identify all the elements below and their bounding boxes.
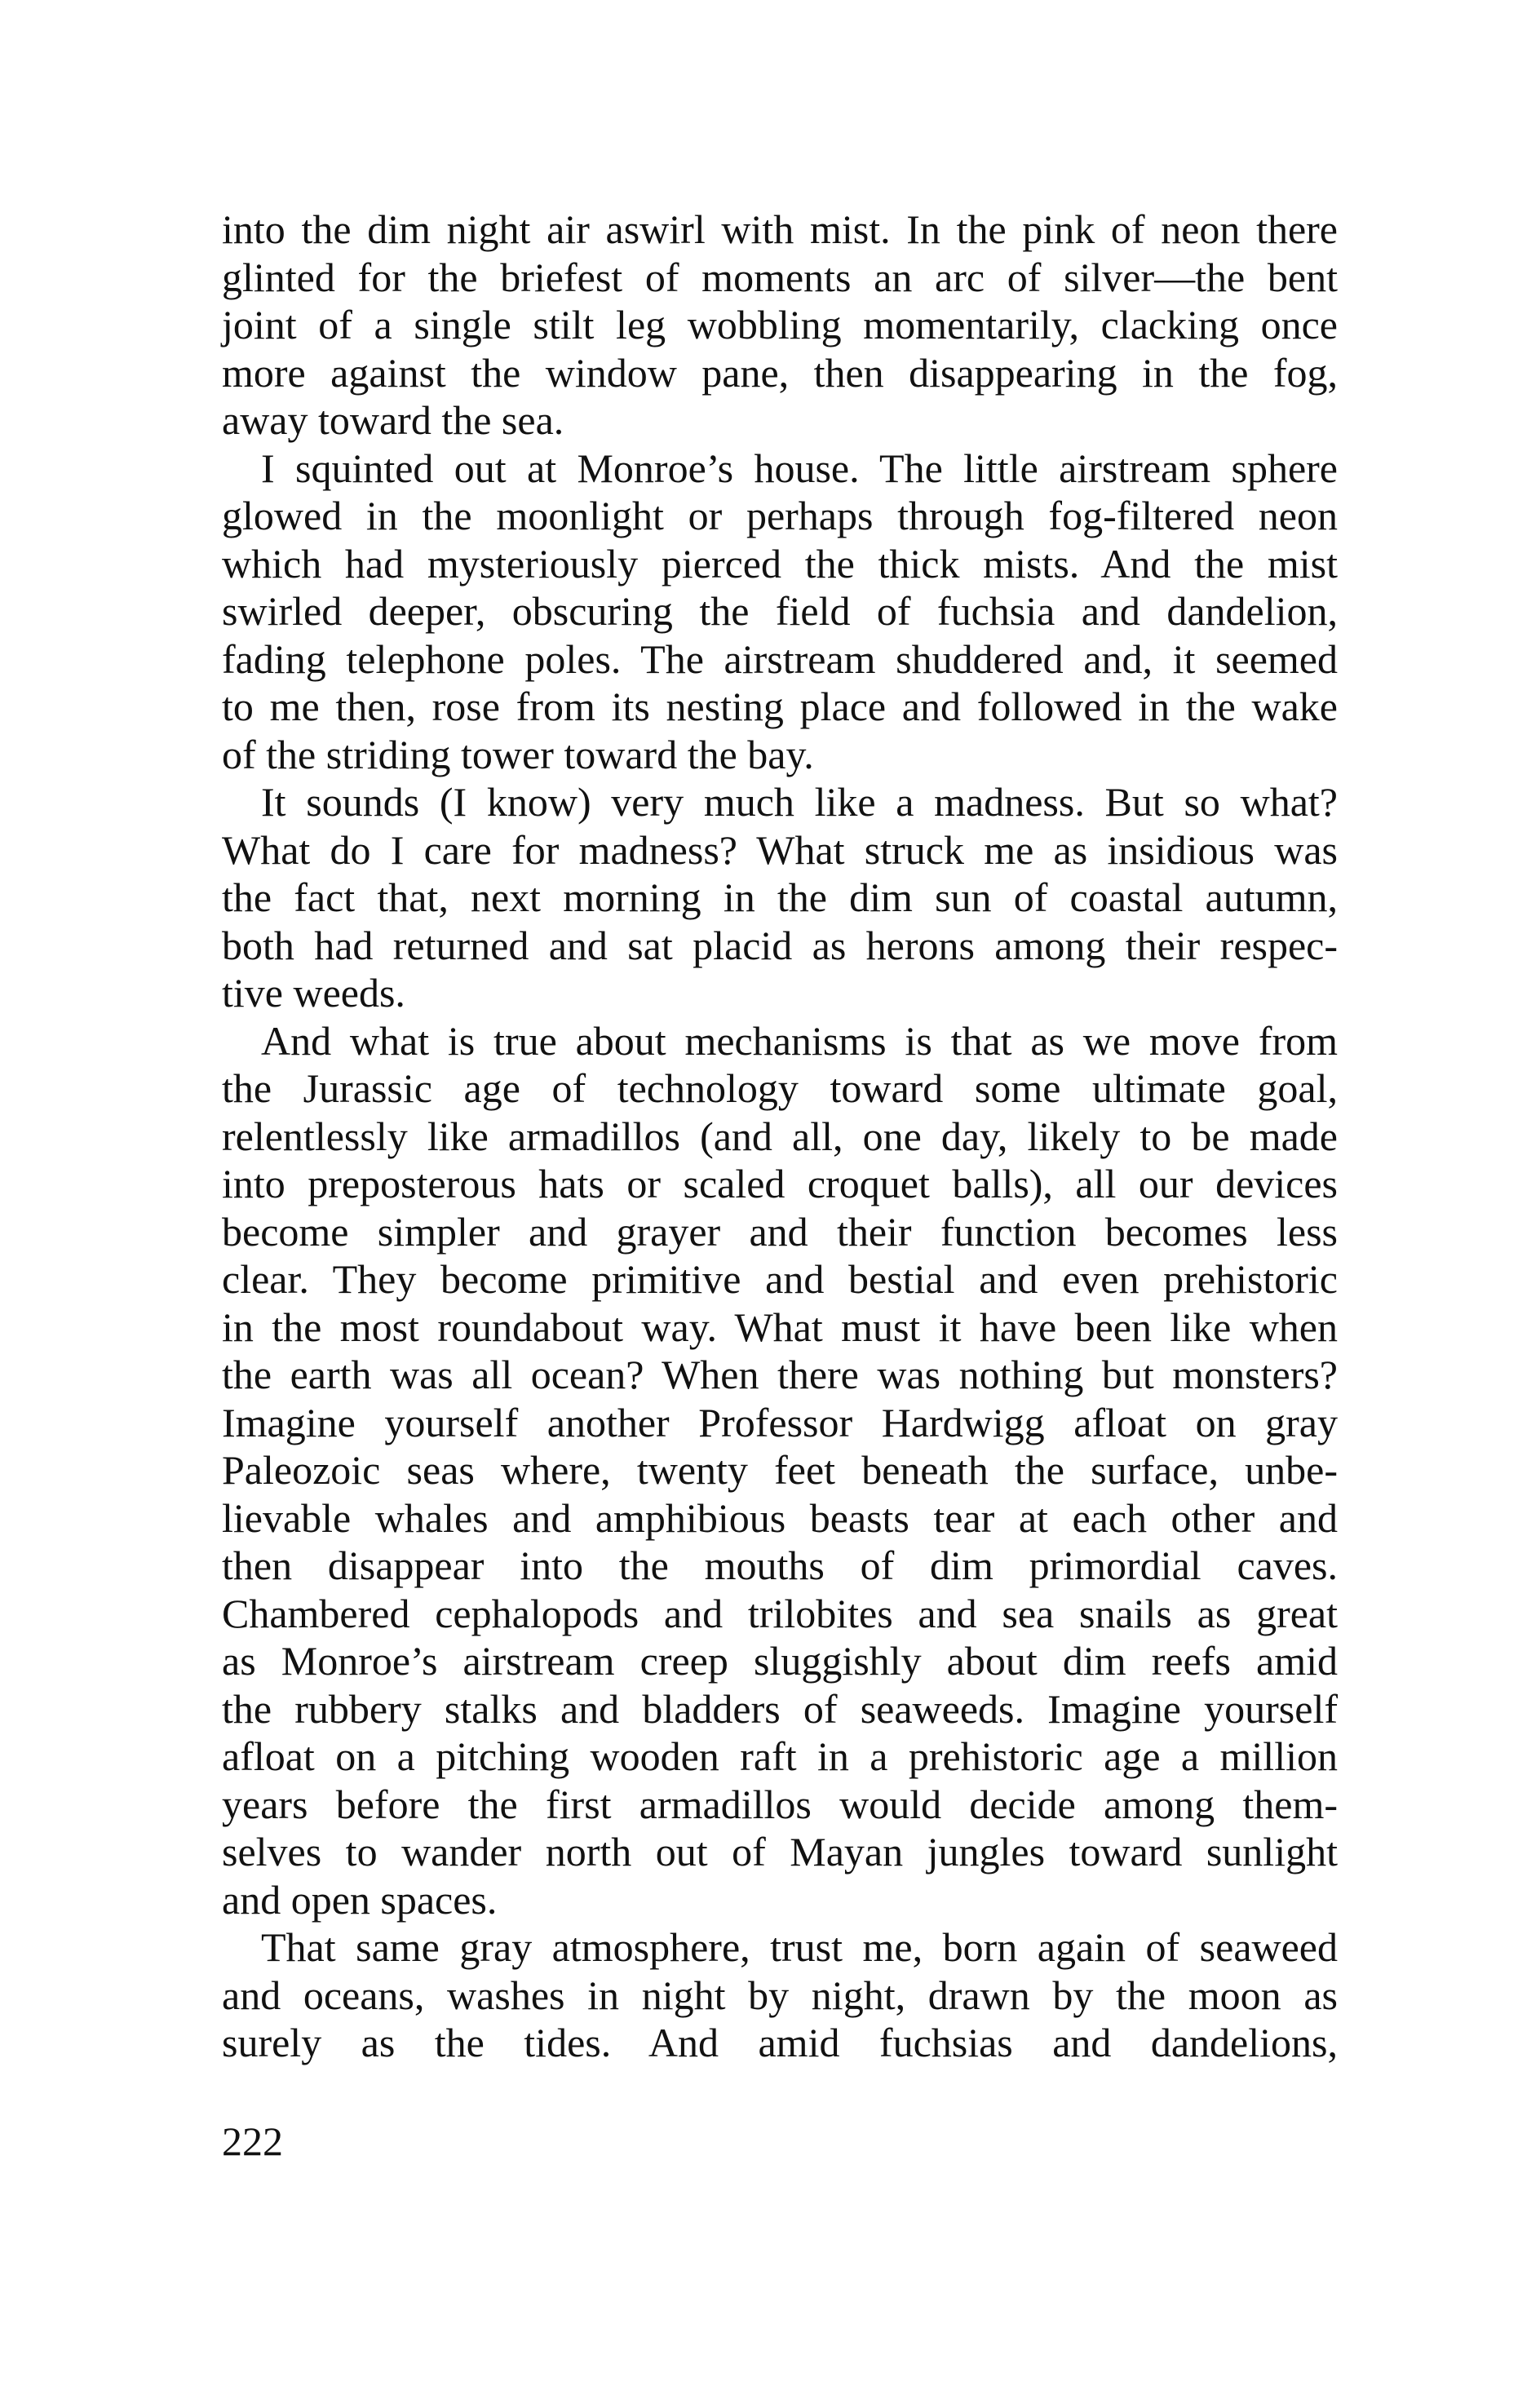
text-line: into preposterous hats or scaled croquet balls), all our devices — [222, 1161, 1338, 1206]
text-line: lievable whales and amphibious beasts tear at each other and — [222, 1494, 1338, 1541]
text-line: and oceans, washes in night by night, drawn by the moon as — [222, 1972, 1338, 2018]
text-line: fading telephone poles. The airstream shuddered and, it seemed — [222, 635, 1338, 682]
text-line: And what is true about mechanisms is that as we move from — [261, 1017, 1338, 1064]
text-line: into the dim night air aswirl with mist. In the pink of neon there — [222, 206, 1338, 252]
text-line: the rubbery stalks and bladders of seaweeds. Imagine yourself — [222, 1685, 1338, 1732]
body-text — [222, 206, 1338, 2067]
text-line: then disappear into the mouths of dim primordial caves. — [222, 1543, 1338, 1588]
text-line: surely as the tides. And amid fuchsias and dandelions, — [222, 2020, 1338, 2065]
text-line: selves to wander north out of Mayan jungles toward sunlight — [222, 1829, 1338, 1874]
page-number: 222 — [222, 2118, 283, 2164]
text-line: become simpler and grayer and their function becomes less — [222, 1208, 1338, 1255]
text-line: Chambered cephalopods and trilobites and sea snails as great — [222, 1590, 1338, 1636]
text-line: the earth was all ocean? When there was nothing but monsters? — [222, 1352, 1338, 1397]
text-line: That same gray atmosphere, trust me, born again of seaweed — [261, 1924, 1338, 1970]
text-line: glinted for the briefest of moments an arc of silver—the bent — [222, 254, 1338, 300]
text-line: away toward the sea. — [222, 397, 564, 443]
text-line: in the most roundabout way. What must it have been like when — [222, 1304, 1338, 1350]
text-line: It sounds (I know) very much like a madness. But so what? — [261, 779, 1338, 825]
text-line: as Monroe’s airstream creep sluggishly about dim reefs amid — [222, 1638, 1338, 1684]
text-line: more against the window pane, then disappearing in the fog, — [222, 349, 1338, 396]
text-line: joint of a single stilt leg wobbling momentarily, clacking once — [222, 302, 1338, 347]
text-line: to me then, rose from its nesting place and followed in the wake — [222, 684, 1338, 729]
text-line: glowed in the moonlight or perhaps through fog-filtered neon — [222, 493, 1338, 538]
text-line: Paleozoic seas where, twenty feet beneath the surface, unbe- — [222, 1447, 1338, 1493]
text-line: which had mysteriously pierced the thick mists. And the mist — [222, 540, 1338, 586]
text-line: relentlessly like armadillos (and all, one day, likely to be made — [222, 1113, 1338, 1159]
text-line: clear. They become primitive and bestial and even prehistoric — [222, 1256, 1338, 1302]
text-line: Imagine yourself another Professor Hardwigg afloat on gray — [222, 1399, 1338, 1445]
text-line: and open spaces. — [222, 1876, 498, 1923]
text-line: the fact that, next morning in the dim sun of coastal autumn, — [222, 874, 1338, 920]
text-line: swirled deeper, obscuring the field of fuchsia and dandelion, — [222, 588, 1338, 634]
text-line: What do I care for madness? What struck me as insidious was — [222, 826, 1338, 873]
text-line: afloat on a pitching wooden raft in a prehistoric age a million — [222, 1733, 1338, 1779]
text-line: I squinted out at Monroe’s house. The little airstream sphere — [261, 445, 1338, 491]
text-line: tive weeds. — [222, 970, 405, 1016]
text-line: of the striding tower toward the bay. — [222, 731, 814, 777]
text-line: both had returned and sat placid as herons among their respec- — [222, 922, 1338, 968]
text-line: years before the first armadillos would decide among them- — [222, 1781, 1338, 1827]
text-line: the Jurassic age of technology toward some ultimate goal, — [222, 1065, 1338, 1111]
